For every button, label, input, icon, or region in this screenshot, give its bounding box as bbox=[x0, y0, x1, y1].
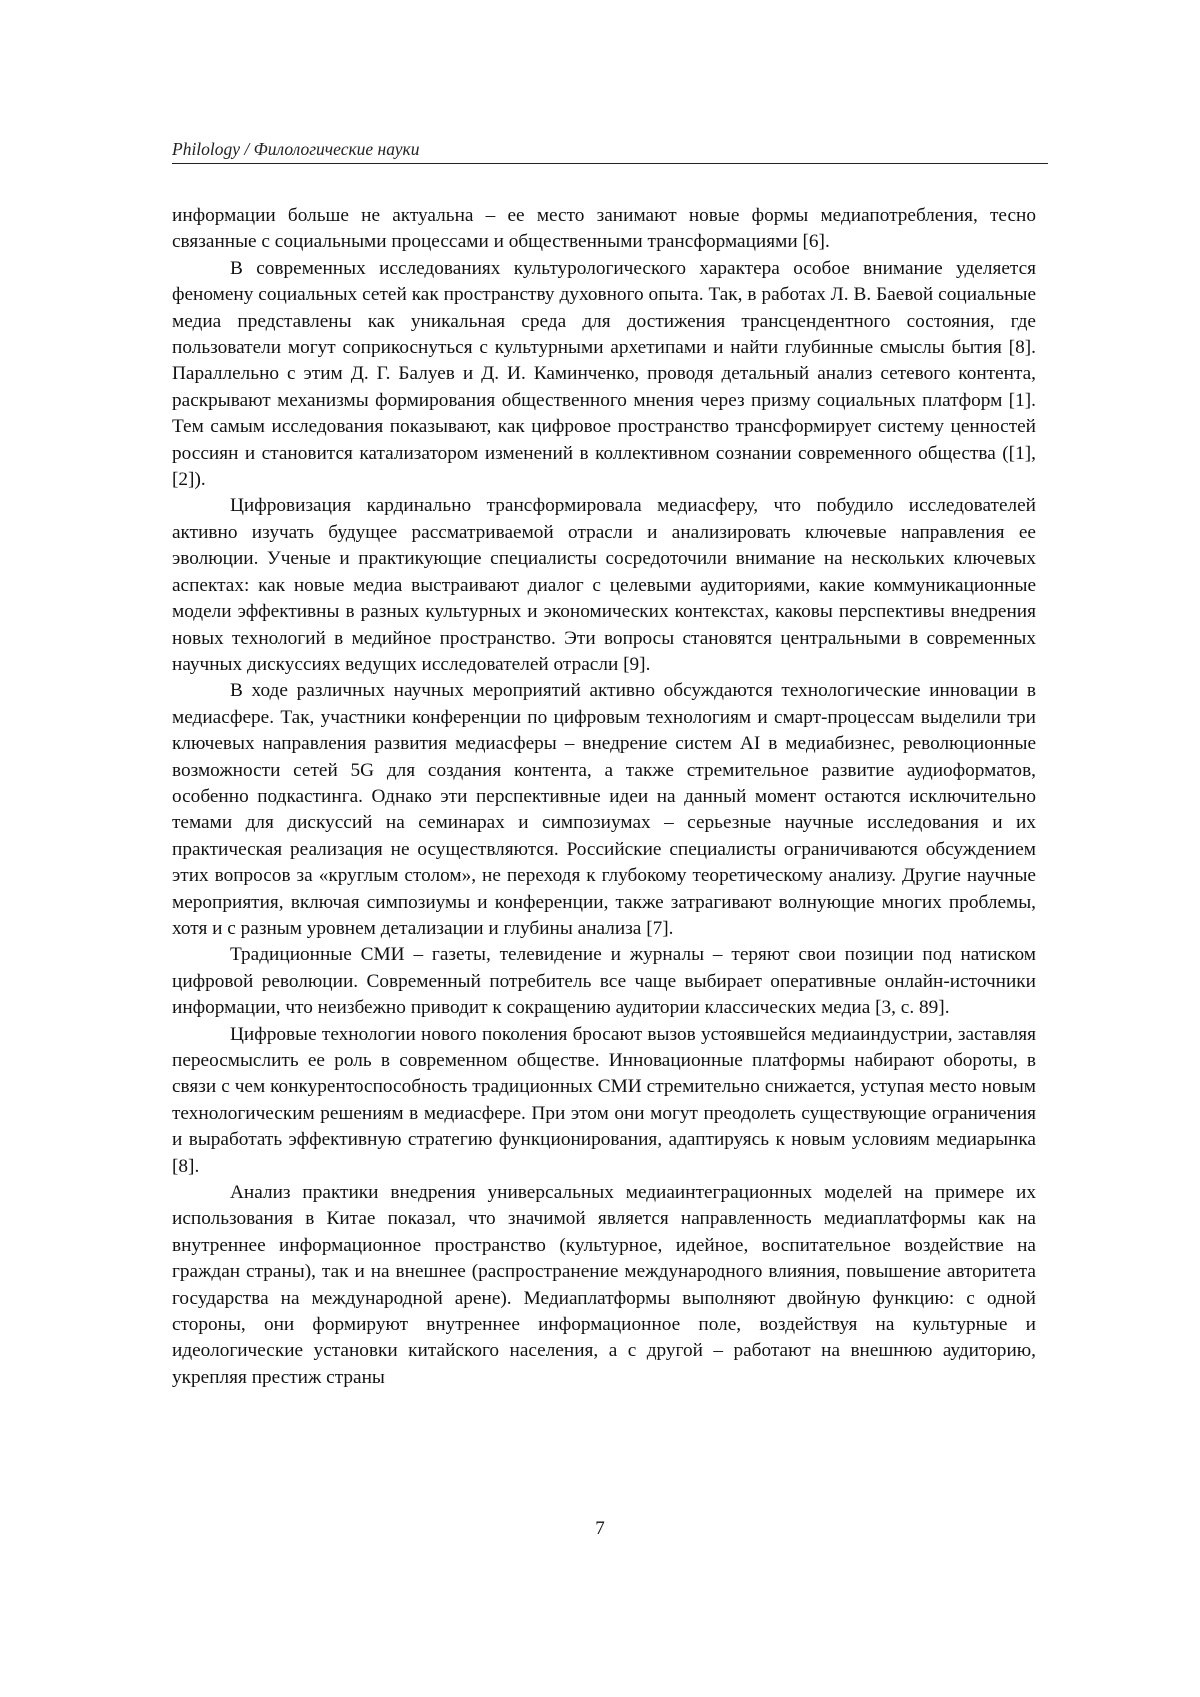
paragraph-china-analysis: Анализ практики внедрения универсальных медиаинтеграционных моделей на примере их использования в Китае показал, что значимой является направленность медиаплатформы как на внутреннее информационное пространство (культурное, идейное, воспитательное воздействие на граждан страны), так и на внешнее (распространение международного влияния, повышение авторитета государства на международной арене). Медиаплатформы выполняют двойную функцию: с одной стороны, они формируют внутреннее информационное поле, воздействуя на культурные и идеологические установки китайского населения, а с другой – работают на внешнюю аудиторию, укрепляя престиж страны bbox=[172, 1182, 1036, 1388]
page-number: 7 bbox=[595, 1518, 605, 1539]
paragraph-digital-technologies: Цифровые технологии нового поколения бросают вызов устоявшейся медиаиндустрии, заставляя переосмыслить ее роль в современном обществе. Инновационные платформы набирают обороты, в связи с чем конкурентоспособность традиционных СМИ стремительно снижается, уступая место новым технологическим решениям в медиасфере. При этом они могут преодолеть существующие ограничения и выработать эффективную стратегию функционирования, адаптируясь к новым условиям медиарынка [8]. bbox=[172, 1023, 1036, 1177]
paragraph-social-networks: В современных исследованиях культурологического характера особое внимание уделяется феномену социальных сетей как пространству духовного опыта. Так, в работах Л. В. Баевой социальные медиа представлены как уникальная среда для достижения трансцендентного состояния, где пользователи могут соприкоснуться с культурными архетипами и найти глубинные смыслы бытия [8]. Параллельно с этим Д. Г. Балуев и Д. И. Каминченко, проводя детальный анализ сетевого контента, раскрывают механизмы формирования общественного мнения через призму социальных платформ [1]. Тем самым исследования показывают, как цифровое пространство трансформирует систему ценностей россиян и становится катализатором изменений в коллективном сознании современного общества ([1], [2]). bbox=[172, 257, 1036, 491]
paragraph-scientific-events: В ходе различных научных мероприятий активно обсуждаются технологические инновации в медиасфере. Так, участники конференции по цифровым технологиям и смарт-процессам выделили три ключевых направления развития медиасферы – внедрение систем AI в медиабизнес, революционные возможности сетей 5G для создания контента, а также стремительное развитие аудиоформатов, особенно подкастинга. Однако эти перспективные идеи на данный момент остаются исключительно темами для дискуссий на семинарах и симпозиумах – серьезные научные исследования и их практическая реализация не осуществляются. Российские специалисты ограничиваются обсуждением этих вопросов за «круглым столом», не переходя к глубокому теоретическому анализу. Другие научные мероприятия, включая симпозиумы и конференции, также затрагивают волнующие многих проблемы, хотя и с разным уровнем детализации и глубины анализа [7]. bbox=[172, 680, 1036, 939]
paragraph-continuation: информации больше не актуальна – ее место занимают новые формы медиапотребления, тесно связанные с социальными процессами и общественными трансформациями [6]. bbox=[172, 205, 1036, 253]
running-header: Philology / Филологические науки bbox=[172, 139, 1048, 164]
paragraph-digitalization: Цифровизация кардинально трансформировала медиасферу, что побудило исследователей активно изучать будущее рассматриваемой отрасли и анализировать ключевые направления ее эволюции. Ученые и практикующие специалисты сосредоточили внимание на нескольких ключевых аспектах: как новые медиа выстраивают диалог с целевыми аудиториями, какие коммуникационные модели эффективны в разных культурных и экономических контекстах, каковы перспективы внедрения новых технологий в медийное пространство. Эти вопросы становятся центральными в современных научных дискуссиях ведущих исследователей отрасли [9]. bbox=[172, 495, 1036, 675]
paragraph-traditional-media: Традиционные СМИ – газеты, телевидение и журналы – теряют свои позиции под натиском цифровой революции. Современный потребитель все чаще выбирает оперативные онлайн-источники информации, что неизбежно приводит к сокращению аудитории классических медиа [3, с. 89]. bbox=[172, 944, 1036, 1019]
article-body bbox=[172, 203, 1036, 1391]
